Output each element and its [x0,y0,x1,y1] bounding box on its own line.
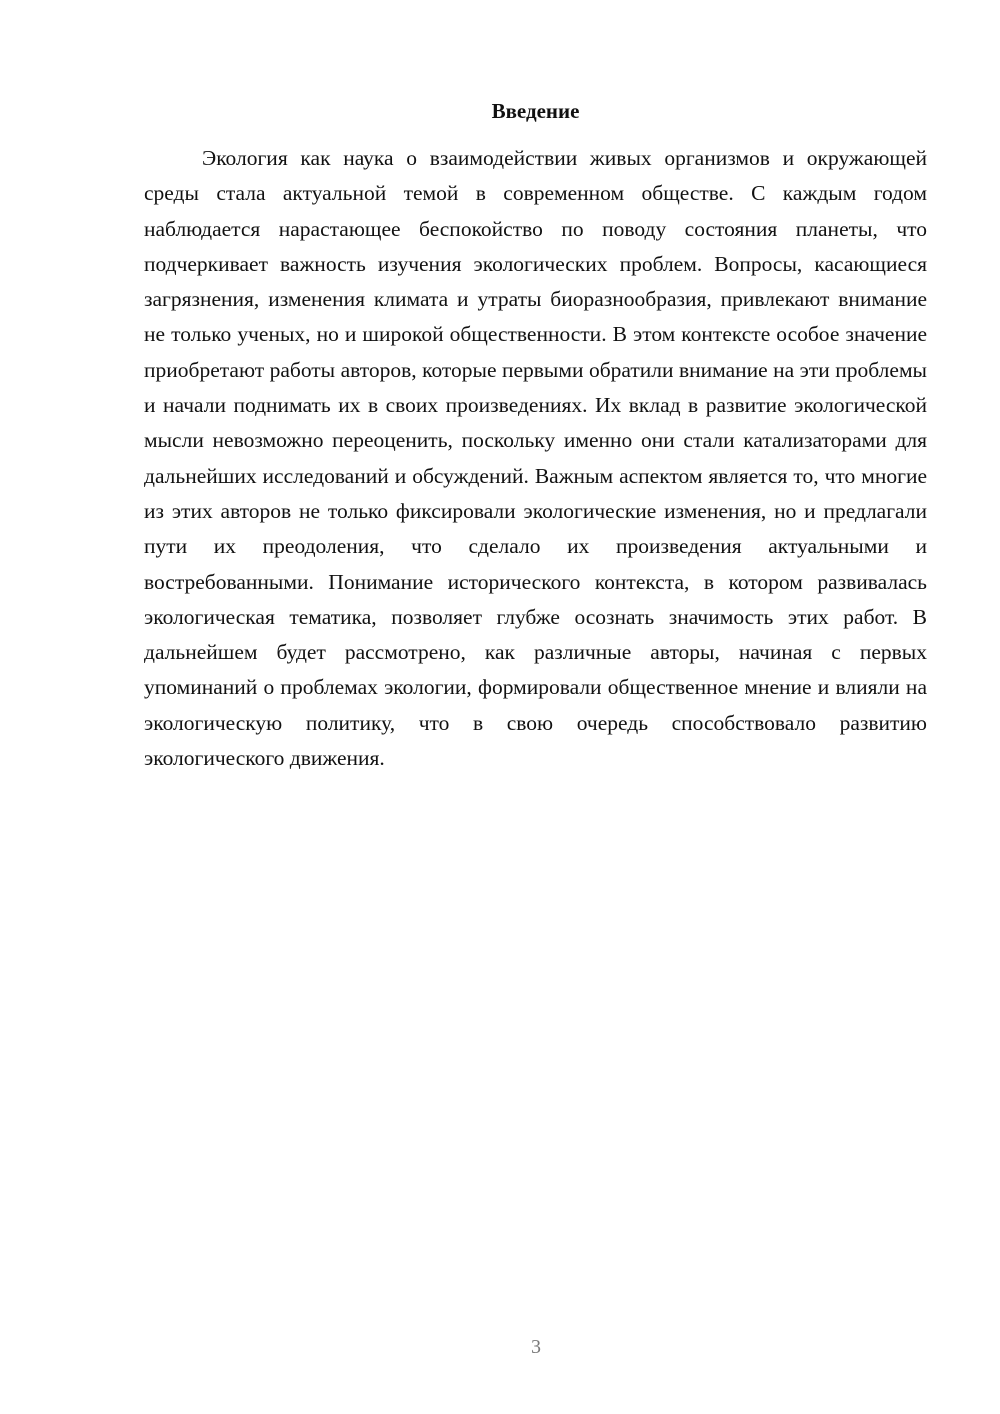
page-number: 3 [531,1336,541,1358]
document-body [144,141,927,776]
body-paragraph: Экология как наука о взаимодействии живых организмов и окружающей среды стала актуальной темой в современном обществе. С каждым годом наблюдается нарастающее беспокойство по поводу состояния планеты, что подчеркивает важность изучения экологических проблем. Вопросы, касающиеся загрязнения, изменения климата и утраты биоразнообразия, привлекают внимание не только ученых, но и широкой общественности. В этом контексте особое значение приобретают работы авторов, которые первыми обратили внимание на эти проблемы и начали поднимать их в своих произведениях. Их вклад в развитие экологической мысли невозможно переоценить, поскольку именно они стали катализаторами для дальнейших исследований и обсуждений. Важным аспектом является то, что многие из этих авторов не только фиксировали экологические изменения, но и предлагали пути их преодоления, что сделало их произведения актуальными и востребованными. Понимание исторического контекста, в котором развивалась экологическая тематика, позволяет глубже осознать значимость этих работ. В дальнейшем будет рассмотрено, как различные авторы, начиная с первых упоминаний о проблемах экологии, формировали общественное мнение и влияли на экологическую политику, что в свою очередь способствовало развитию экологического движения. [144,146,927,771]
page-title: Введение [491,99,580,123]
